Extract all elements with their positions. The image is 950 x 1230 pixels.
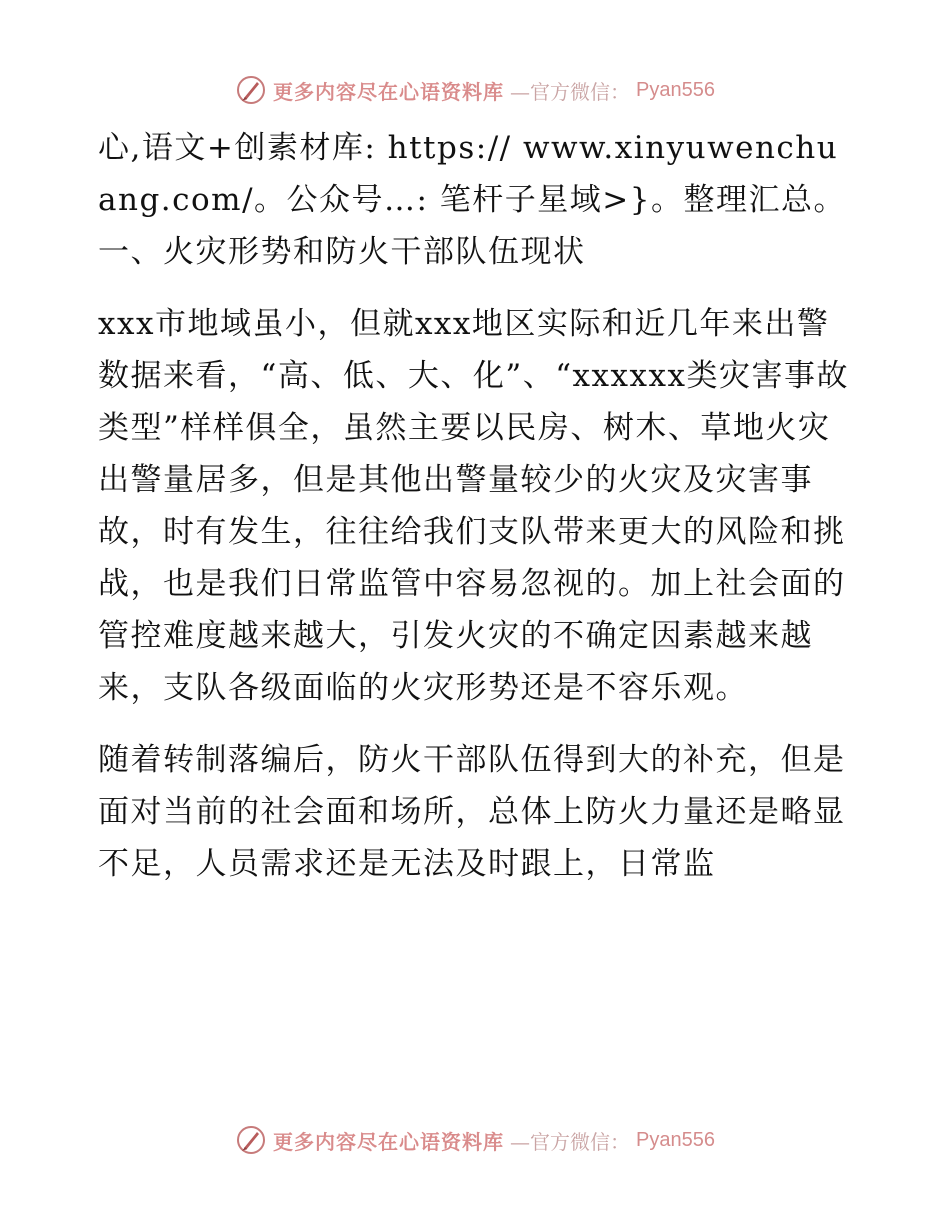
header-watermark: [0, 70, 950, 110]
paragraph-3: 随着转制落编后，防火干部队伍得到大的补充，但是面对当前的社会面和场所，总体上防火力量还是略显不足，人员需求还是无法及时跟上，日常监: [98, 742, 846, 882]
footer-watermark: [0, 1120, 950, 1160]
quill-pen-logo-icon: [235, 1124, 267, 1156]
watermark-dash-text: —官方微信：: [510, 79, 631, 104]
paragraph-2: xxx市地域虽小，但就xxx地区实际和近几年来出警数据来看，“高、低、大、化”、“xxxxxx类灾害事故类型”样样俱全，虽然主要以民房、树木、草地火灾出警量居多，但是其他出警量较少的火灾及灾害事故，时有发生，往往给我们支队带来更大的风险和挑战，也是我们日常监管中容易忽视的。加上社会面的管控难度越来越大，引发火灾的不确定因素越来越来，支队各级面临的火灾形势还是不容乐观。: [98, 306, 849, 706]
watermark-brand-text: 更多内容尽在心语资料库: [273, 79, 505, 104]
watermark-brand-text: 更多内容尽在心语资料库: [273, 1129, 505, 1154]
document-body: [98, 122, 858, 890]
watermark-dash-text: —官方微信：: [510, 1129, 631, 1154]
watermark-account-text: Pyan556: [636, 78, 715, 101]
paragraph-1: 心,语文+创素材库: https:// www.xinyuwenchuang.com/。公众号…: 笔杆子星域>}。整理汇总。一、火灾形势和防火干部队伍现状: [98, 130, 847, 270]
watermark-account-text: Pyan556: [636, 1128, 715, 1151]
quill-pen-logo-icon: [235, 74, 267, 106]
